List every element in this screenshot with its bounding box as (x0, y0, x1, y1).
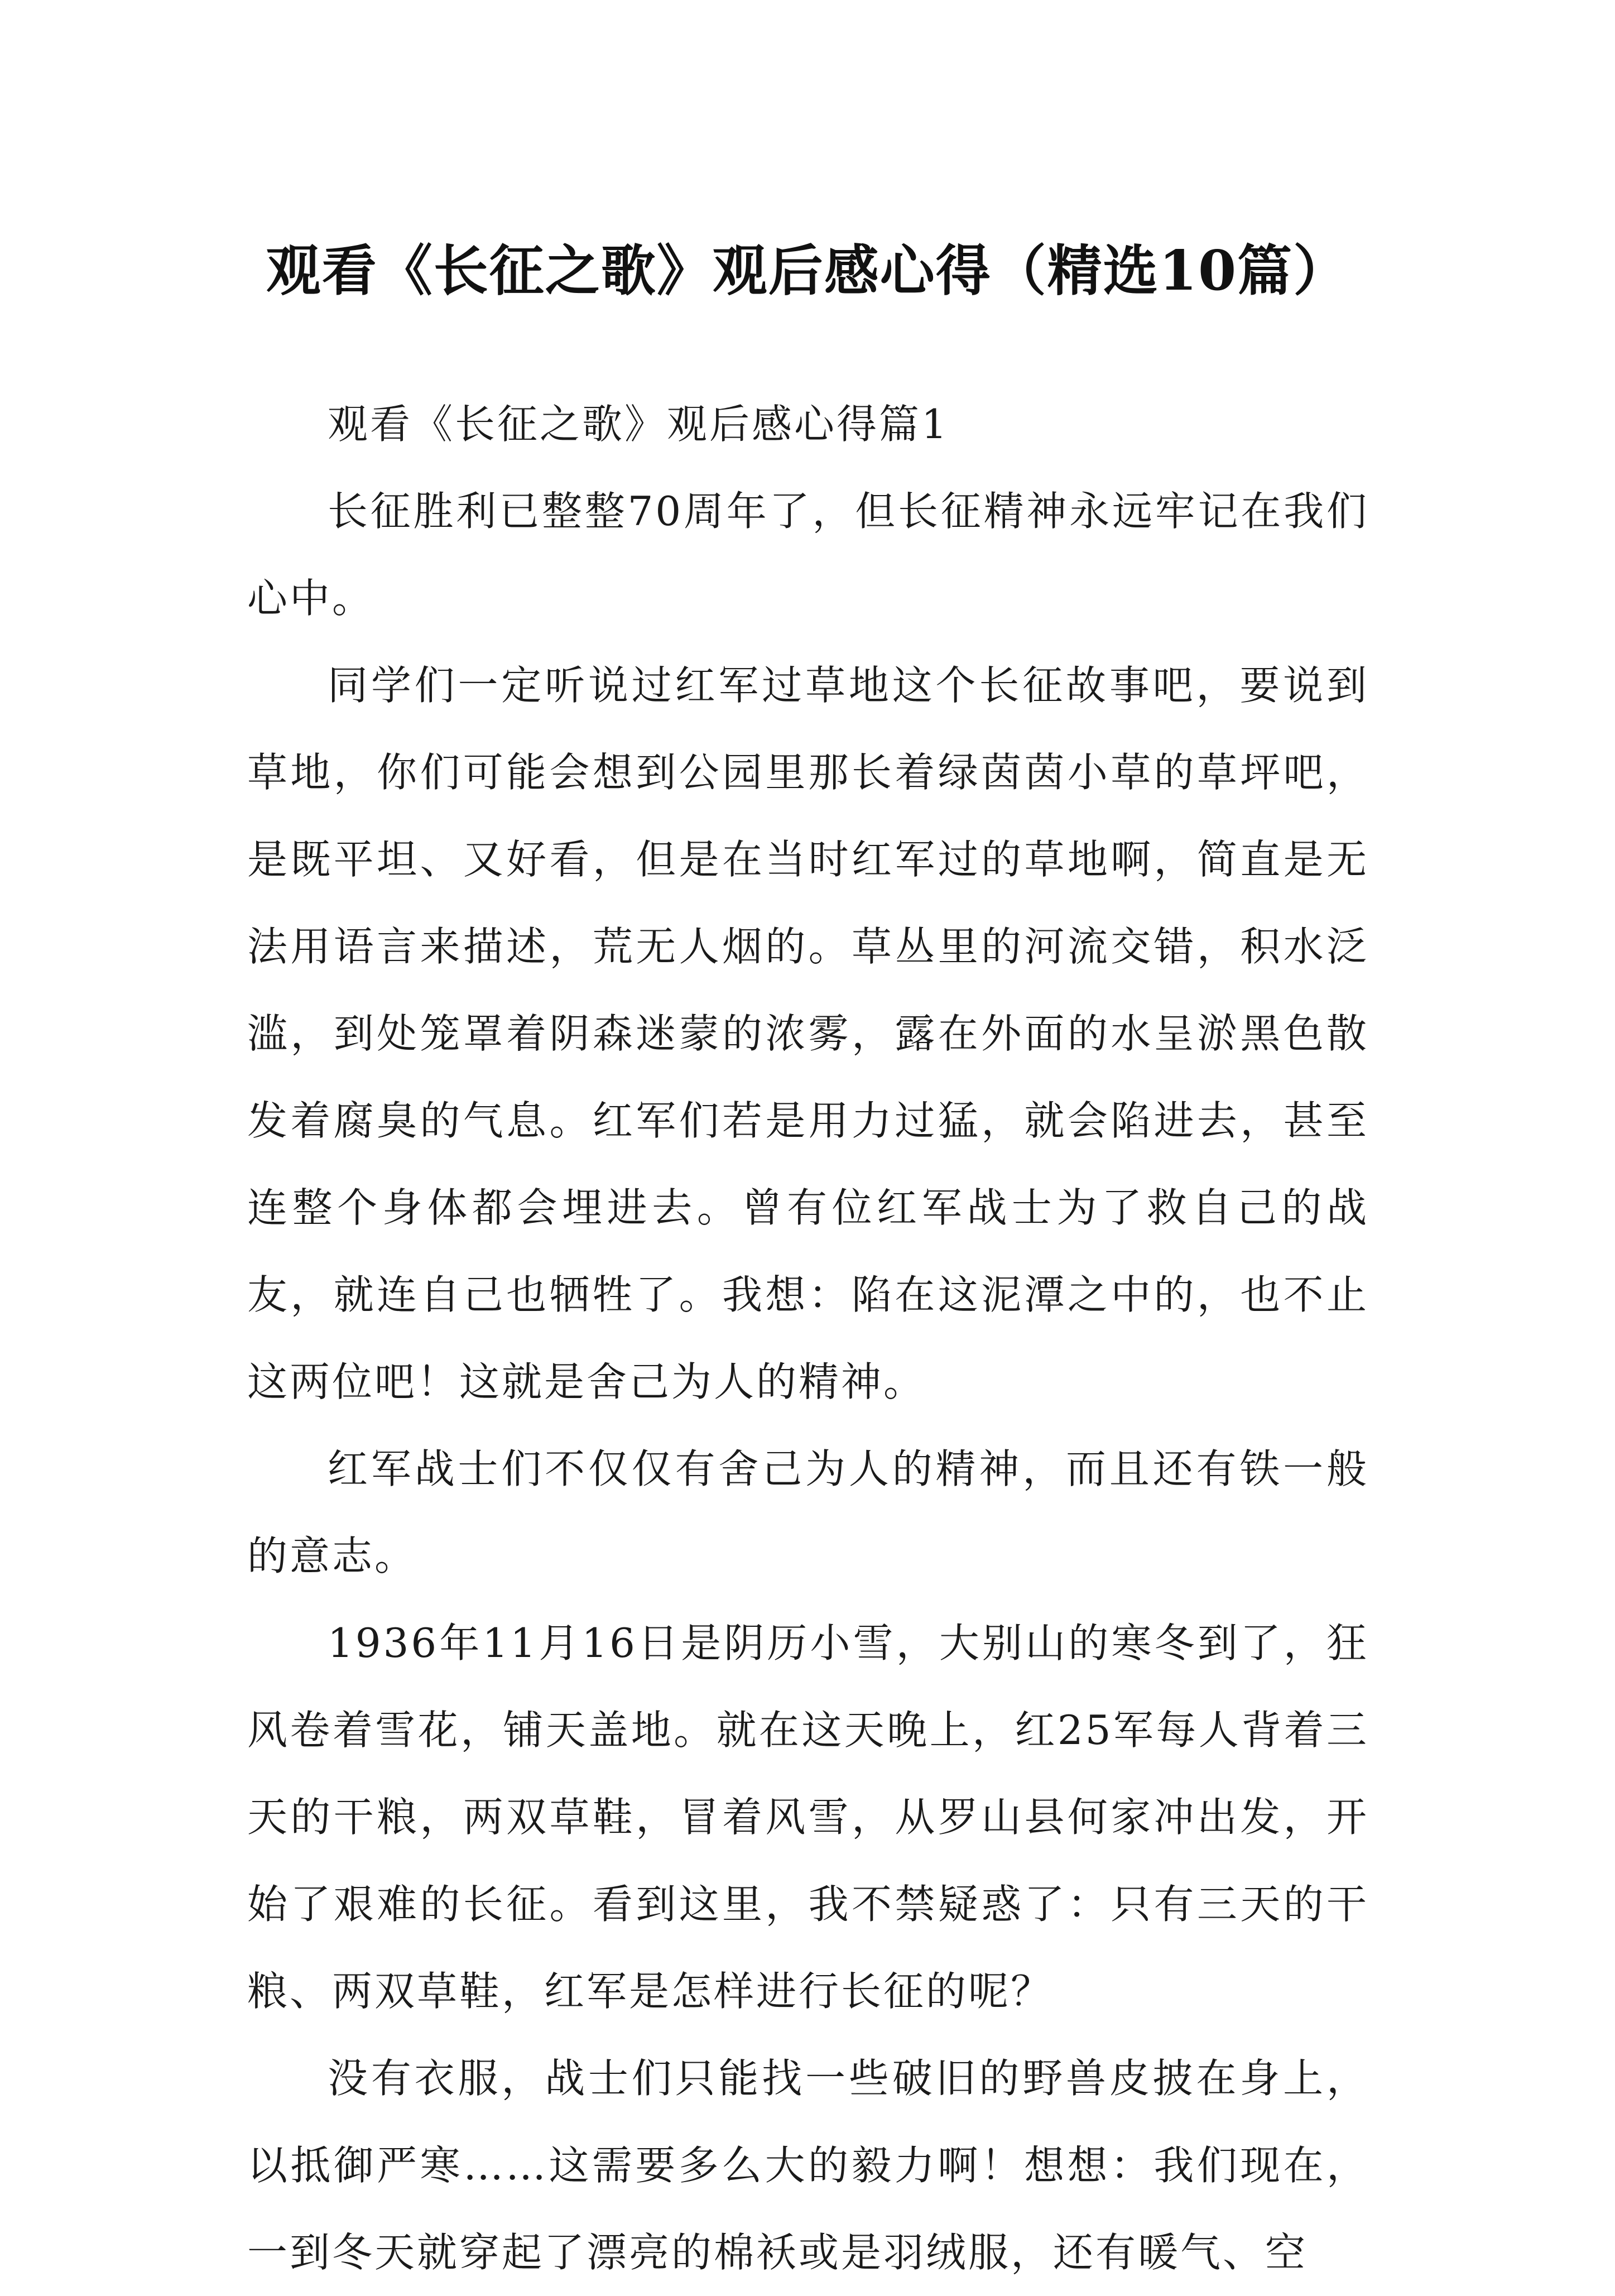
section-heading: 观看《长征之歌》观后感心得篇1 (328, 401, 949, 448)
document-body (247, 381, 1369, 2296)
paragraph: 长征胜利已整整70周年了，但长征精神永远牢记在我们心中。 (247, 488, 1369, 622)
document-title: 观看《长征之歌》观后感心得（精选10篇） (266, 238, 1349, 303)
paragraph: 1936年11月16日是阴历小雪，大别山的寒冬到了，狂风卷着雪花，铺天盖地。就在这天晚上，红25军每人背着三天的干粮，两双草鞋，冒着风雪，从罗山县何家冲出发，开始了艰难的长征。看到这里，我不禁疑惑了：只有三天的干粮、两双草鞋，红军是怎样进行长征的呢？ (247, 1620, 1369, 2015)
paragraph: 没有衣服，战士们只能找一些破旧的野兽皮披在身上，以抵御严寒……这需要多么大的毅力啊！想想：我们现在，一到冬天就穿起了漂亮的棉袄或是羽绒服，还有暖气、空 (247, 2055, 1369, 2276)
paragraph: 红军战士们不仅仅有舍己为人的精神，而且还有铁一般的意志。 (247, 1445, 1369, 1579)
paragraph: 同学们一定听说过红军过草地这个长征故事吧，要说到草地，你们可能会想到公园里那长着绿茵茵小草的草坪吧，是既平坦、又好看，但是在当时红军过的草地啊，简直是无法用语言来描述，荒无人烟的。草丛里的河流交错，积水泛滥，到处笼罩着阴森迷蒙的浓雾，露在外面的水呈淤黑色散发着腐臭的气息。红军们若是用力过猛，就会陷进去，甚至连整个身体都会埋进去。曾有位红军战士为了救自己的战友，就连自己也牺牲了。我想：陷在这泥潭之中的，也不止这两位吧！这就是舍己为人的精神。 (247, 662, 1369, 1405)
